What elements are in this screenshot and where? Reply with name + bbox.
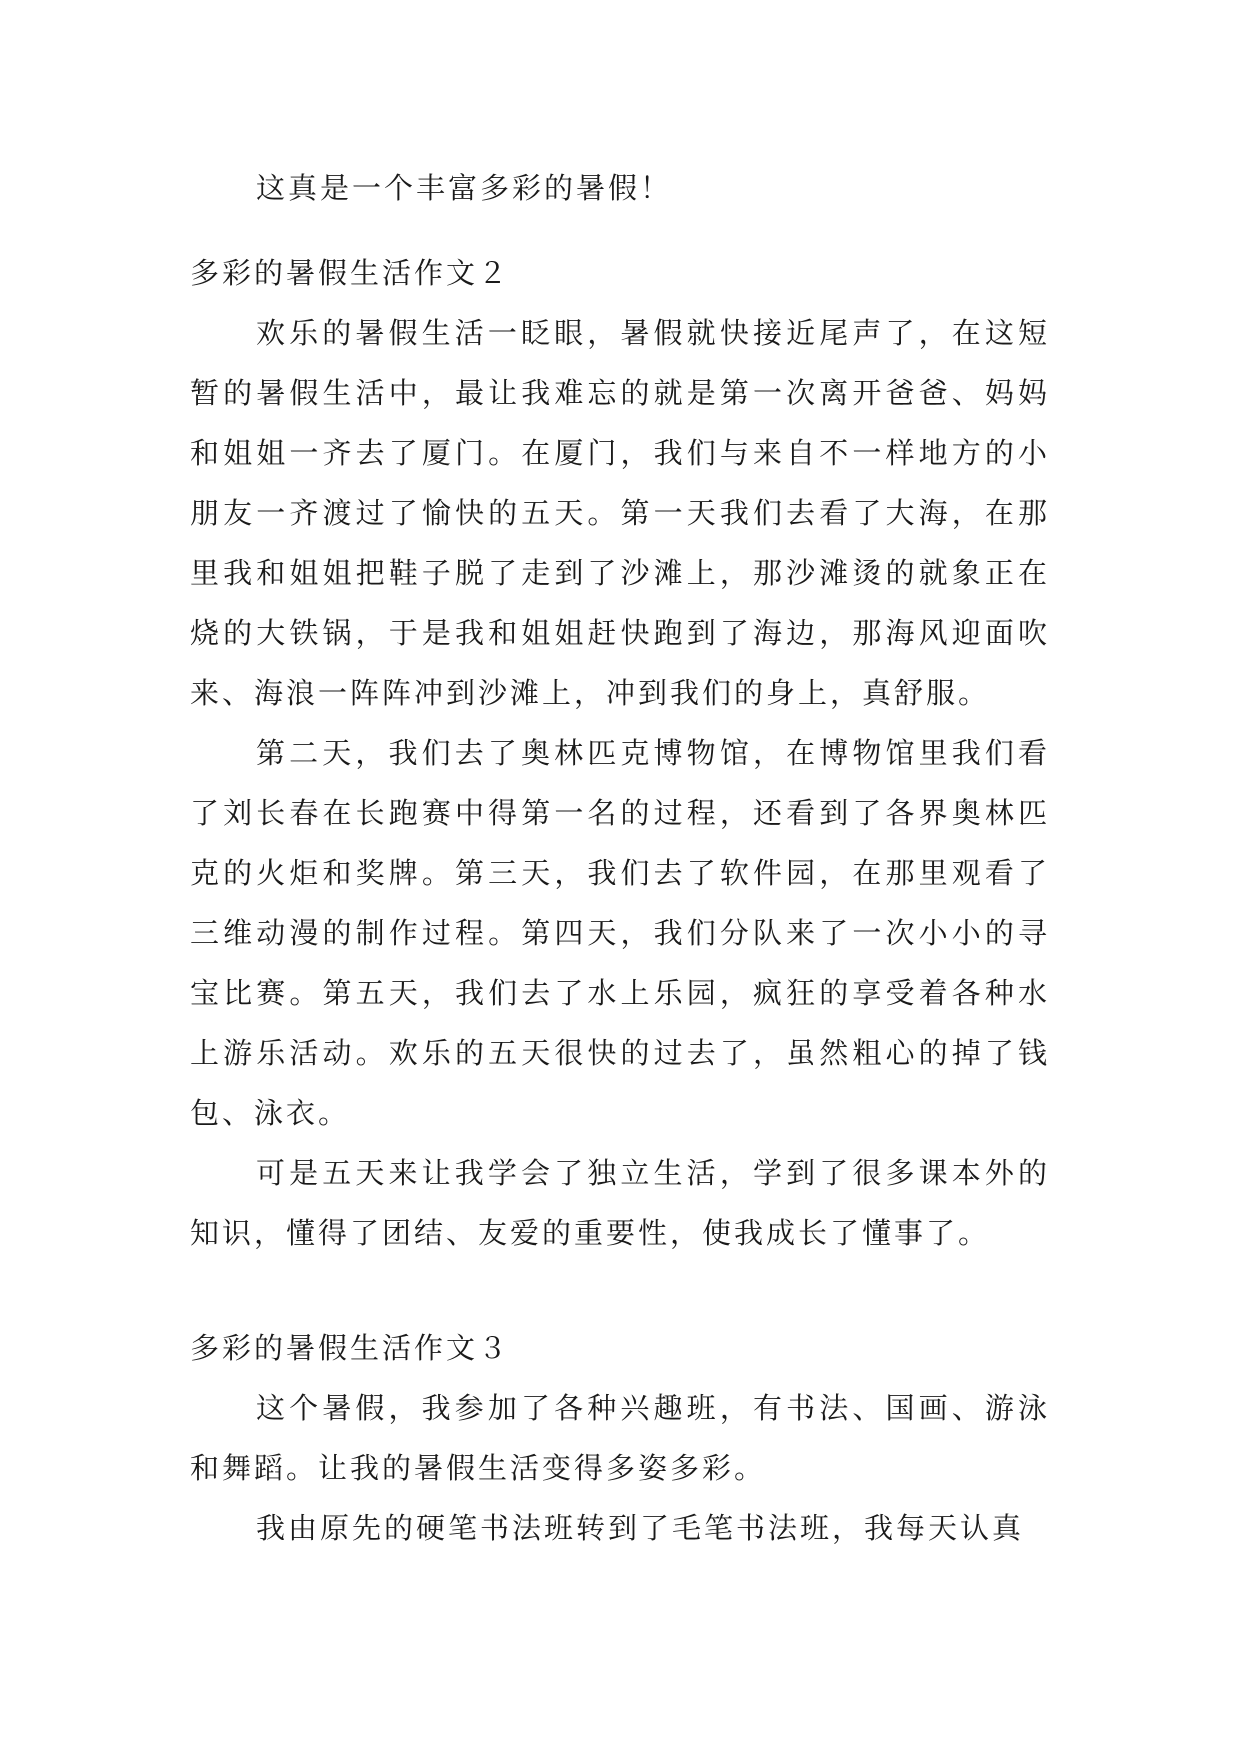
paragraph: 这个暑假，我参加了各种兴趣班，有书法、国画、游泳和舞蹈。让我的暑假生活变得多姿多彩。 [190, 1391, 1050, 1485]
paragraph: 我由原先的硬笔书法班转到了毛笔书法班，我每天认真 [256, 1511, 1025, 1545]
paragraph: 第二天，我们去了奥林匹克博物馆，在博物馆里我们看了刘长春在长跑赛中得第一名的过程，还看到了各界奥林匹克的火炬和奖牌。第三天，我们去了软件园，在那里观看了三维动漫的制作过程。第四天，我们分队来了一次小小的寻宝比赛。第五天，我们去了水上乐园，疯狂的享受着各种水上游乐活动。欢乐的五天很快的过去了，虽然粗心的掉了钱包、泳衣。 [190, 736, 1050, 1130]
intro-paragraph: 这真是一个丰富多彩的暑假！ [256, 171, 673, 205]
section-heading: 多彩的暑假生活作文３ [190, 1331, 511, 1365]
section-heading: 多彩的暑假生活作文２ [190, 256, 511, 290]
essay-section-2 [190, 243, 1050, 1263]
paragraph: 可是五天来让我学会了独立生活，学到了很多课本外的知识，懂得了团结、友爱的重要性，使我成长了懂事了。 [190, 1156, 1050, 1250]
essay-section-3 [190, 1318, 1050, 1558]
paragraph: 欢乐的暑假生活一眨眼，暑假就快接近尾声了，在这短暂的暑假生活中，最让我难忘的就是第一次离开爸爸、妈妈和姐姐一齐去了厦门。在厦门，我们与来自不一样地方的小朋友一齐渡过了愉快的五天。第一天我们去看了大海，在那里我和姐姐把鞋子脱了走到了沙滩上，那沙滩烫的就象正在烧的大铁锅，于是我和姐姐赶快跑到了海边，那海风迎面吹来、海浪一阵阵冲到沙滩上，冲到我们的身上，真舒服。 [190, 316, 1050, 710]
intro-block [190, 158, 1050, 218]
